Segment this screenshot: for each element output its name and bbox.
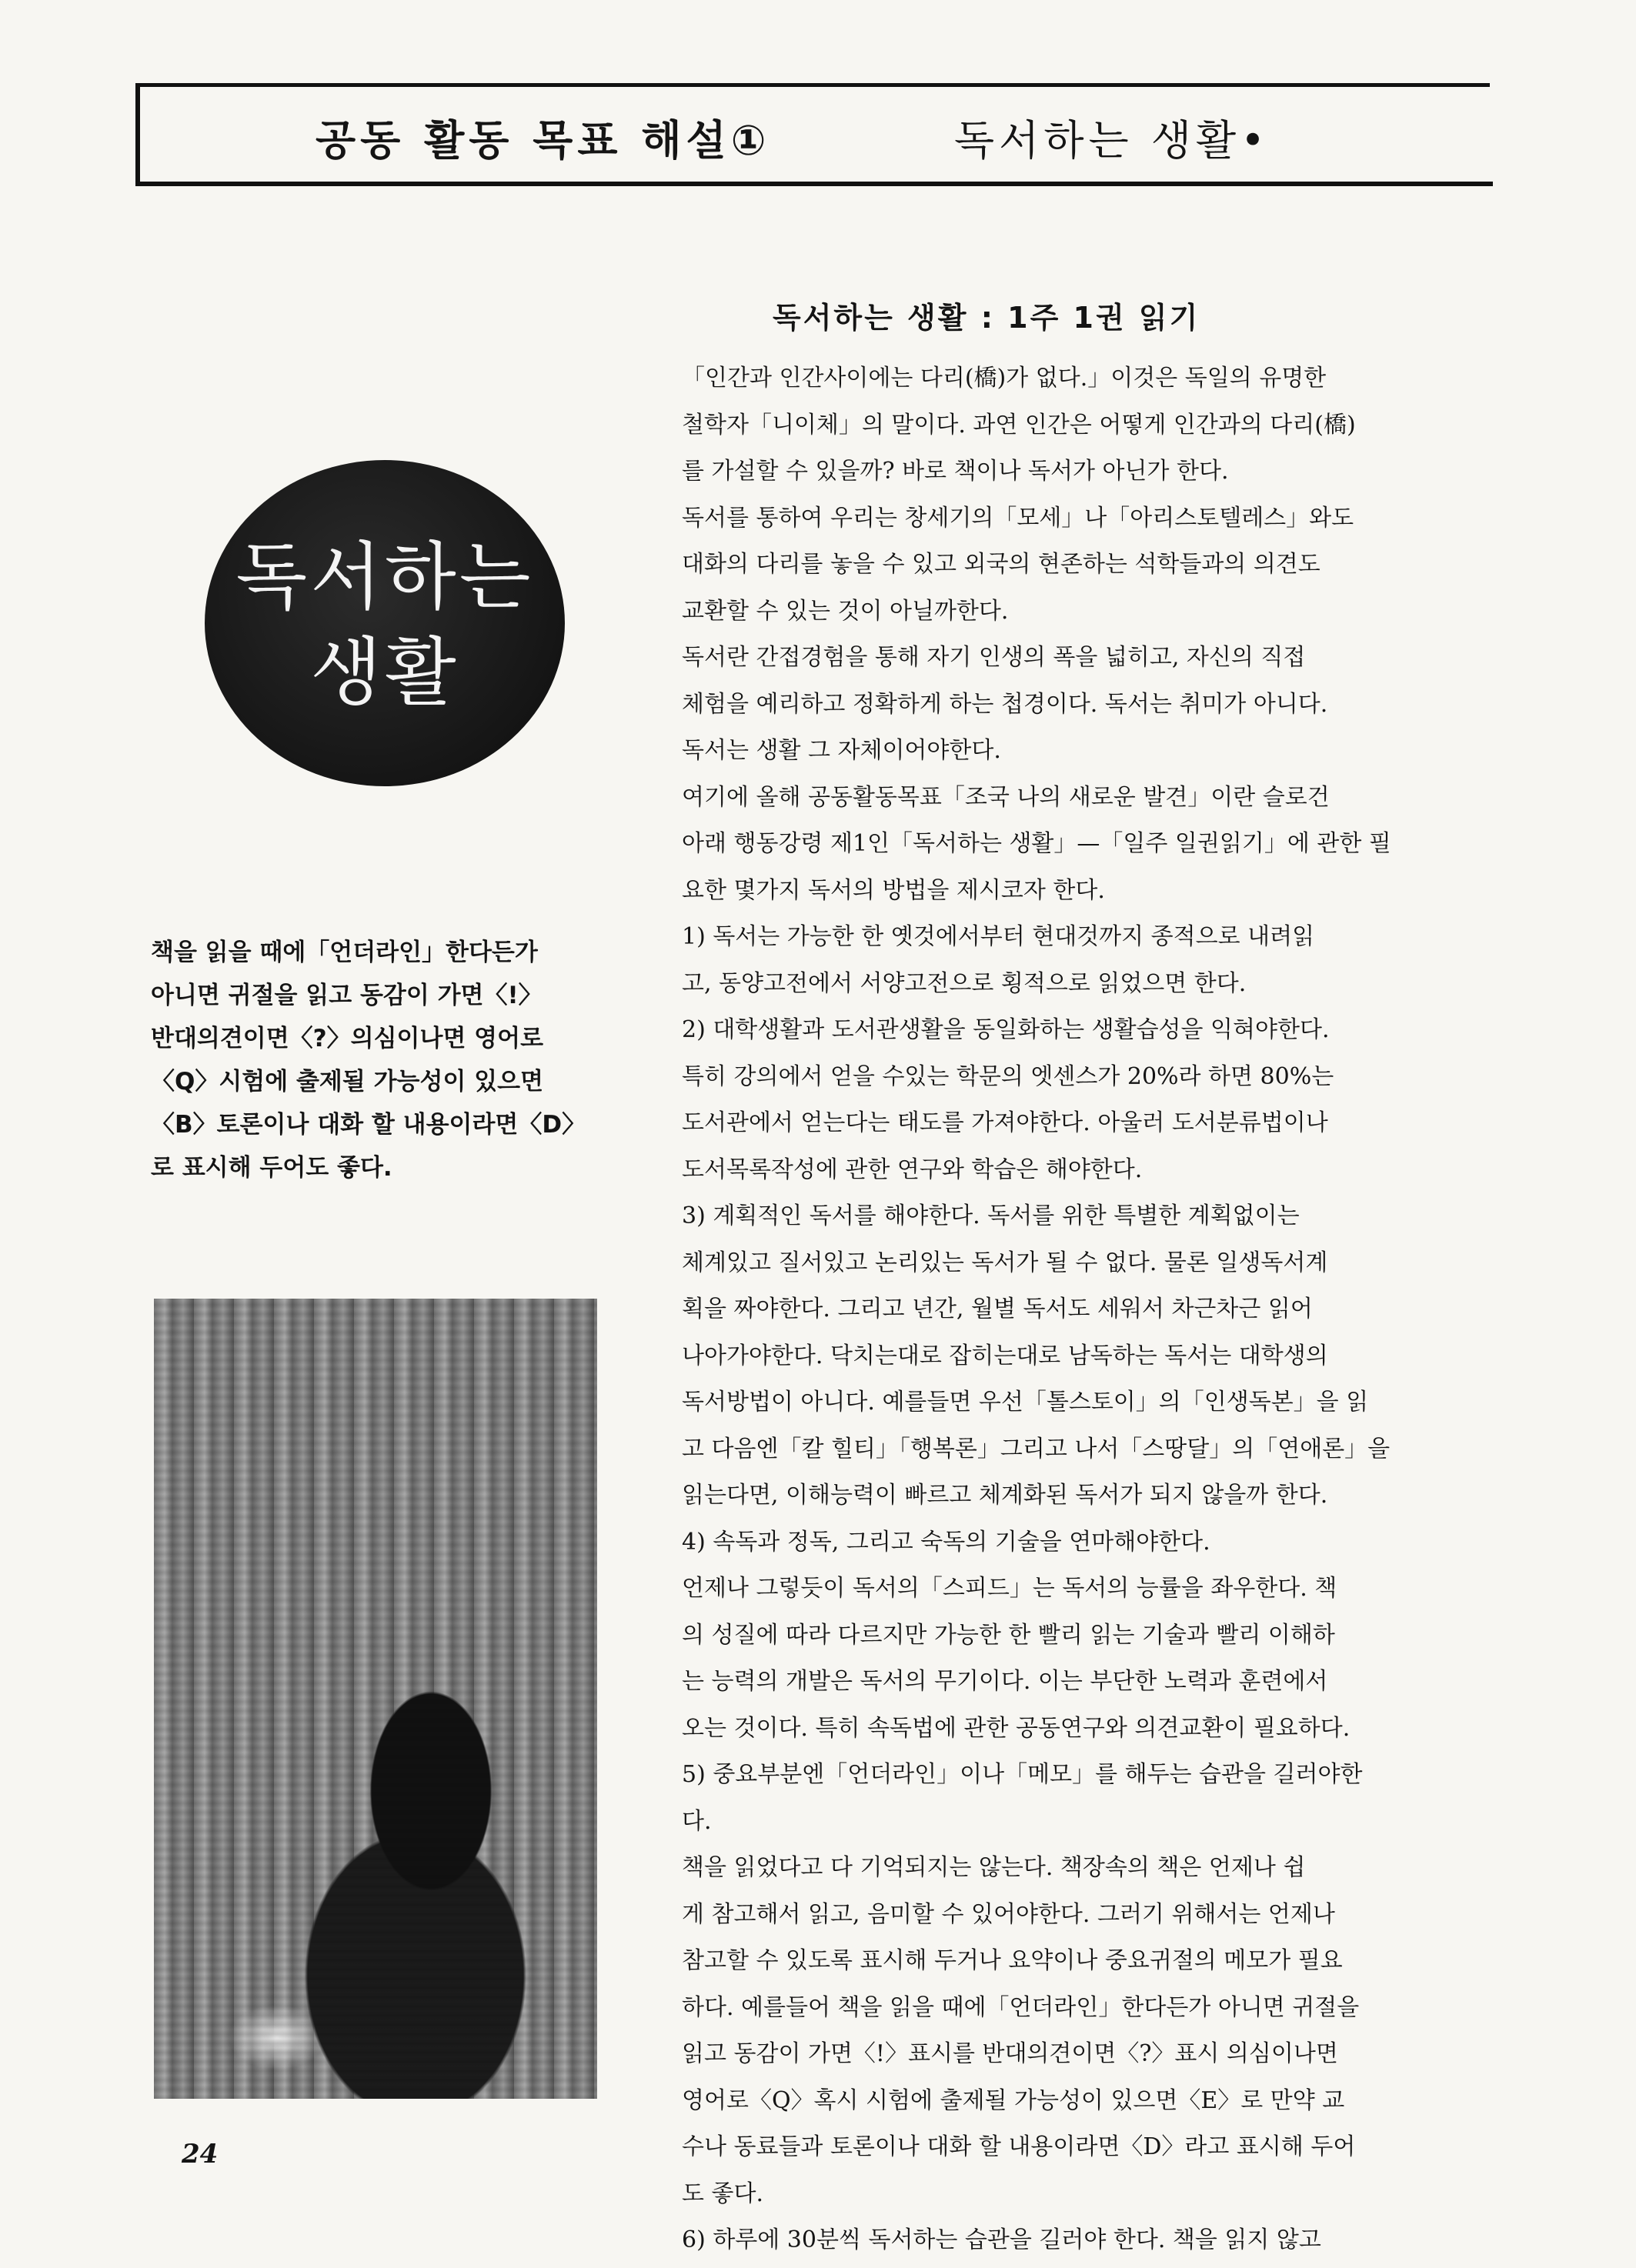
- header-section-title: 공동 활동 목표 해설①: [316, 116, 771, 165]
- article-line: 6) 하루에 30분씩 독서하는 습관을 길러야 한다. 책을 읽지 않고: [682, 2226, 1321, 2253]
- article-line: 읽고 동감이 가면〈!〉표시를 반대의견이면〈?〉표시 의심이나면: [682, 2040, 1338, 2067]
- article-line: 획을 짜야한다. 그리고 년간, 월별 독서도 세워서 차근차근 읽어: [682, 1296, 1313, 1322]
- article-line: 언제나 그렇듯이 독서의「스피드」는 독서의 능률을 좌우한다. 책: [682, 1575, 1337, 1602]
- sidebar-note: [151, 931, 613, 1189]
- sidebar-note-line: 〈B〉토론이나 대화 할 내용이라면〈D〉: [151, 1111, 586, 1139]
- article-line: 독서를 통하여 우리는 창세기의「모세」나「아리스토텔레스」와도: [682, 504, 1354, 532]
- article-line: 고 다음엔「칼 힐티」「행복론」그리고 나서「스땅달」의「연애론」을: [682, 1435, 1391, 1463]
- article-line: 체험을 예리하고 정확하게 하는 첩경이다. 독서는 취미가 아니다.: [682, 690, 1328, 718]
- sidebar-note-line: 반대의견이면〈?〉의심이나면 영어로: [151, 1025, 544, 1052]
- reading-person-photo: [154, 1299, 597, 2099]
- sidebar-note-line: 〈Q〉시험에 출제될 가능성이 있으면: [151, 1068, 544, 1096]
- article-line: 1) 독서는 가능한 한 옛것에서부터 현대것까지 종적으로 내려읽: [682, 923, 1315, 950]
- article-line: 게 참고해서 읽고, 음미할 수 있어야한다. 그러기 위해서는 언제나: [682, 1900, 1335, 1928]
- article-line: 독서는 생활 그 자체이어야한다.: [682, 737, 1001, 764]
- sidebar-note-line: 책을 읽을 때에「언더라인」한다든가: [151, 939, 538, 966]
- article-line: 철학자「니이체」의 말이다. 과연 인간은 어떻게 인간과의 다리(橋): [682, 411, 1356, 439]
- article-line: 체계있고 질서있고 논리있는 독서가 될 수 없다. 물론 일생독서계: [682, 1249, 1328, 1276]
- article-line: 대화의 다리를 놓을 수 있고 외국의 현존하는 석학들과의 의견도: [682, 551, 1320, 578]
- photo-halftone-overlay: [154, 1299, 597, 2099]
- article-line: 독서란 간접경험을 통해 자기 인생의 폭을 넓히고, 자신의 직접: [682, 644, 1306, 671]
- article-line: 읽는다면, 이해능력이 빠르고 체계화된 독서가 되지 않을까 한다.: [682, 1482, 1328, 1509]
- article-line: 도 좋다.: [682, 2180, 764, 2207]
- sidebar-note-line: 로 표시해 두어도 좋다.: [151, 1154, 392, 1182]
- article-line: 특히 강의에서 얻을 수있는 학문의 엣센스가 20%라 하면 80%는: [682, 1062, 1334, 1090]
- article-line: 「인간과 인간사이에는 다리(橋)가 없다.」이것은 독일의 유명한: [682, 365, 1327, 392]
- article-line: 오는 것이다. 특히 속독법에 관한 공동연구와 의견교환이 필요하다.: [682, 1714, 1351, 1742]
- article-line: 책을 읽었다고 다 기억되지는 않는다. 책장속의 책은 언제나 쉽: [682, 1854, 1306, 1881]
- article-line: 다.: [682, 1807, 712, 1835]
- article-line: 요한 몇가지 독서의 방법을 제시코자 한다.: [682, 876, 1105, 904]
- circle-title-line1: 독서하는: [235, 534, 534, 620]
- article-line: 3) 계획적인 독서를 해야한다. 독서를 위한 특별한 계획없이는: [682, 1202, 1300, 1229]
- article-line: 나아가야한다. 닥치는대로 잡히는대로 남독하는 독서는 대학생의: [682, 1342, 1328, 1369]
- title-circle-graphic: [205, 460, 565, 786]
- article-line: 는 능력의 개발은 독서의 무기이다. 이는 부단한 노력과 훈련에서: [682, 1668, 1328, 1695]
- article-line: 도서목록작성에 관한 연구와 학습은 해야한다.: [682, 1156, 1143, 1183]
- circle-title-line2: 생활: [310, 629, 459, 715]
- article-line: 참고할 수 있도록 표시해 두거나 요약이나 중요귀절의 메모가 필요: [682, 1947, 1343, 1974]
- header-topic-title: 독서하는 생활•: [954, 116, 1270, 165]
- sidebar-note-line: 아니면 귀절을 읽고 동감이 가면〈!〉: [151, 982, 543, 1009]
- article-line: 를 가설할 수 있을까? 바로 책이나 독서가 아닌가 한다.: [682, 458, 1229, 485]
- article-line: 도서관에서 얻는다는 태도를 가져야한다. 아울러 도서분류법이나: [682, 1109, 1328, 1136]
- article-line: 하다. 예를들어 책을 읽을 때에「언더라인」한다든가 아니면 귀절을: [682, 1993, 1360, 2021]
- page-number: 24: [182, 2139, 219, 2170]
- article-line: 의 성질에 따라 다르지만 가능한 한 빨리 읽는 기술과 빨리 이해하: [682, 1621, 1335, 1649]
- article-line: 아래 행동강령 제1인「독서하는 생활」—「일주 일권읽기」에 관한 필: [682, 830, 1391, 857]
- article-line: 고, 동양고전에서 서양고전으로 횡적으로 읽었으면 한다.: [682, 969, 1247, 997]
- article-body: [682, 355, 1490, 2264]
- article-line: 수나 동료들과 토론이나 대화 할 내용이라면〈D〉라고 표시해 두어: [682, 2133, 1356, 2160]
- article-line: 5) 중요부분엔「언더라인」이나「메모」를 해두는 습관을 길러야한: [682, 1761, 1363, 1788]
- article-line: 여기에 올해 공동활동목표「조국 나의 새로운 발견」이란 슬로건: [682, 783, 1330, 811]
- article-line: 교환할 수 있는 것이 아닐까한다.: [682, 597, 1009, 625]
- article-title: 독서하는 생활 : 1주 1권 읽기: [773, 301, 1200, 335]
- article-line: 독서방법이 아니다. 예를들면 우선「톨스토이」의「인생독본」을 읽: [682, 1389, 1369, 1416]
- article-line: 영어로〈Q〉혹시 시험에 출제될 가능성이 있으면〈E〉로 만약 교: [682, 2086, 1345, 2114]
- article-line: 4) 속독과 정독, 그리고 숙독의 기술을 연마해야한다.: [682, 1528, 1210, 1556]
- article-line: 2) 대학생활과 도서관생활을 동일화하는 생활습성을 익혀야한다.: [682, 1016, 1330, 1043]
